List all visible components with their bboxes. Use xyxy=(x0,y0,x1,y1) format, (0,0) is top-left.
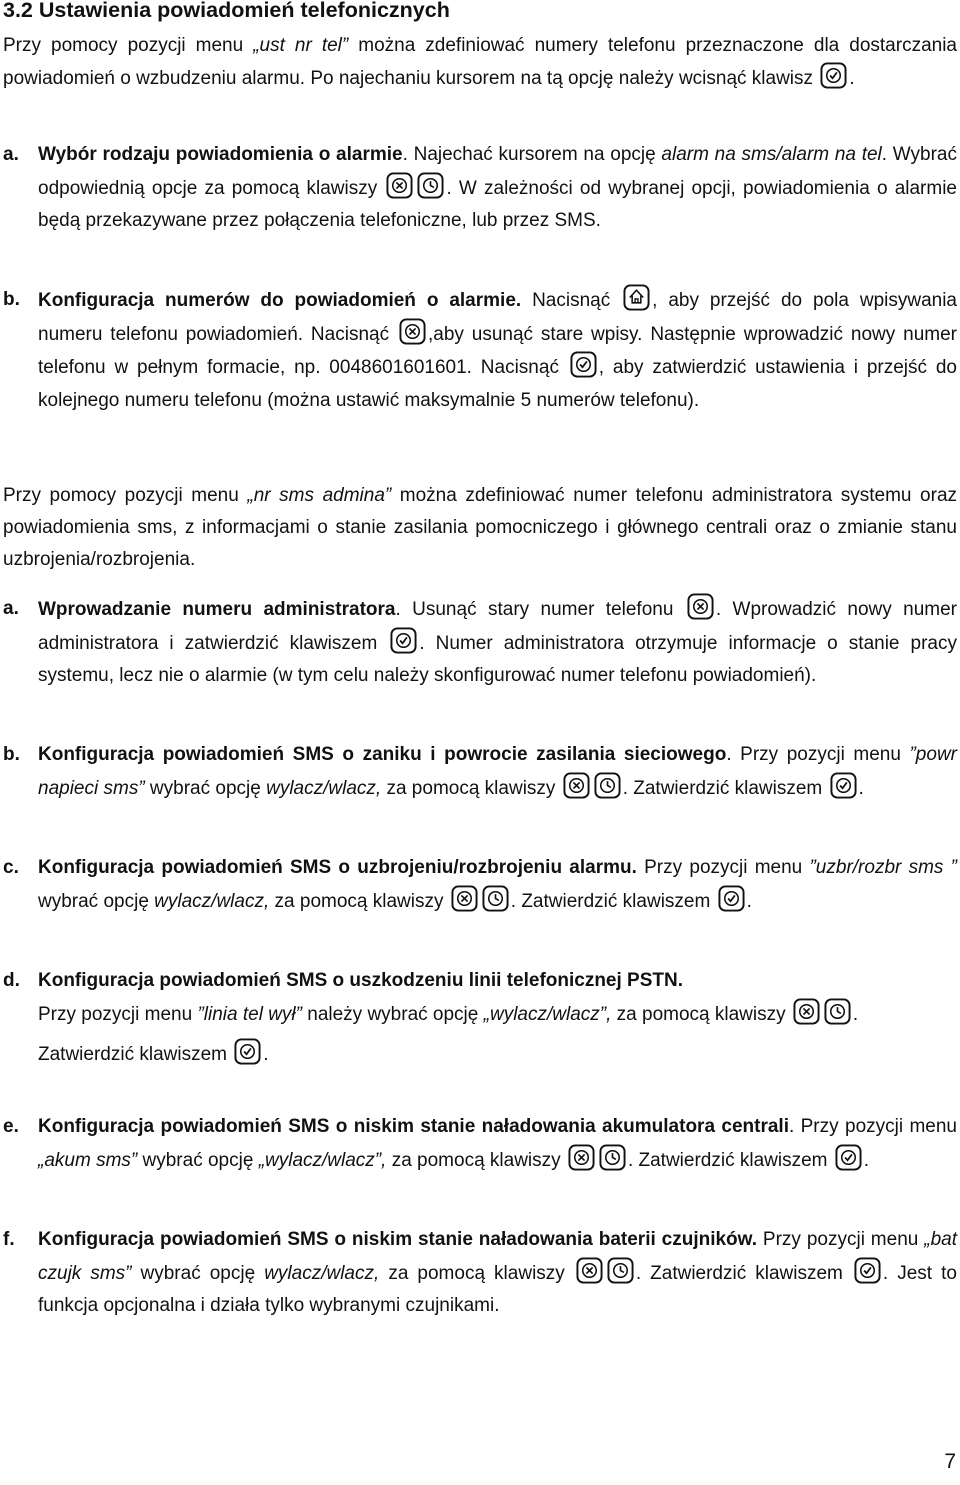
menu-name: „nr sms admina” xyxy=(247,485,392,506)
item-f-sensor-battery-sms: f. Konfiguracja powiadomień SMS o niskim stanie naładowania baterii czujników. Przy pozycji menu „bat czujk sms” wybrać opcję wylacz/wlacz, za pomocą klawiszy . Zatwierdzić klawiszem . Jest to funkcja opcjonalna i działa tylko wybranymi czujnikami. xyxy=(3,1224,957,1323)
item-d-pstn-sms: d. Konfiguracja powiadomień SMS o uszkodzeniu linii telefonicznej PSTN. Przy pozycji menu ”linia tel wył” należy wybrać opcję „wylacz/wlacz”, za pomocą klawiszy . Zatwierdzić klawiszem . xyxy=(3,965,957,1071)
x-key-icon xyxy=(793,998,820,1025)
x-key-icon xyxy=(576,1257,603,1284)
item-title: Konfiguracja numerów do powiadomień o alarmie. xyxy=(38,290,522,311)
item-label: d. xyxy=(3,970,20,991)
option-name: wylacz/wlacz, xyxy=(154,890,270,912)
section-heading: 3.2 Ustawienia powiadomień telefonicznych xyxy=(3,0,450,22)
item-title: Konfiguracja powiadomień SMS o niskim stanie naładowania akumulatora centrali xyxy=(38,1116,789,1137)
item-label: c. xyxy=(3,857,19,878)
item-title: Wybór rodzaju powiadomienia o alarmie xyxy=(38,144,403,165)
page-number: 7 xyxy=(944,1450,956,1473)
item-c-arm-sms: c. Konfiguracja powiadomień SMS o uzbrojeniu/rozbrojeniu alarmu. Przy pozycji menu ”uzbr/rozbr sms ” wybrać opcję wylacz/wlacz, za pomocą klawiszy . Zatwierdzić klawiszem . xyxy=(3,852,957,918)
x-key-icon xyxy=(563,772,590,799)
item-title: Konfiguracja powiadomień SMS o uzbrojeniu/rozbrojeniu alarmu. xyxy=(38,857,637,878)
check-key-icon xyxy=(835,1144,862,1171)
check-key-icon xyxy=(234,1038,261,1065)
admin-paragraph: Przy pomocy pozycji menu „nr sms admina” można zdefiniować numer telefonu administratora systemu oraz powiadomienia sms, z informacjami o stanie zasilania pomocniczego i głównego centrali oraz o zmianie stanu uzbrojenia/rozbrojenia. xyxy=(3,485,958,570)
item-label: f. xyxy=(3,1229,15,1250)
x-key-icon xyxy=(399,318,426,345)
item-b-power-sms: b. Konfiguracja powiadomień SMS o zaniku i powrocie zasilania sieciowego. Przy pozycji menu ”powr napieci sms” wybrać opcję wylacz/wlacz, za pomocą klawiszy . Zatwierdzić klawiszem . xyxy=(3,739,957,805)
item-title: Konfiguracja powiadomień SMS o zaniku i powrocie zasilania sieciowego xyxy=(38,744,727,765)
x-key-icon xyxy=(568,1144,595,1171)
item-label: a. xyxy=(3,598,19,619)
clock-key-icon xyxy=(482,885,509,912)
item-label: e. xyxy=(3,1116,19,1137)
item-a-alarm-type: a. Wybór rodzaju powiadomienia o alarmie. Najechać kursorem na opcję alarm na sms/alarm na tel. Wybrać odpowiednią opcje za pomocą klawiszy . W zależności od wybranej opcji, powiadomienia o alarmie będą przekazywane przez połączenia telefoniczne, lub przez SMS. xyxy=(3,139,957,238)
item-label: a. xyxy=(3,144,19,165)
home-key-icon xyxy=(623,284,650,311)
item-title: Konfiguracja powiadomień SMS o uszkodzeniu linii telefonicznej PSTN. xyxy=(38,970,684,991)
check-key-icon xyxy=(820,62,847,89)
check-key-icon xyxy=(390,627,417,654)
item-label: b. xyxy=(3,744,20,765)
option-name: wylacz/wlacz, xyxy=(266,777,382,799)
menu-name: ”linia tel wył” xyxy=(197,1003,302,1025)
clock-key-icon xyxy=(599,1144,626,1171)
clock-key-icon xyxy=(607,1257,634,1284)
item-title: Wprowadzanie numeru administratora xyxy=(38,599,396,620)
option-name: „wylacz/wlacz”, xyxy=(483,1003,612,1025)
menu-name: „akum sms” xyxy=(38,1149,138,1171)
item-a-admin-number: a. Wprowadzanie numeru administratora. Usunąć stary numer telefonu . Wprowadzić nowy numer administratora i zatwierdzić klawiszem . Numer administratora otrzymuje informacje o stanie pracy systemu, lecz nie o alarmie (w tym celu należy skonfigurować numer telefonu powiadomień). xyxy=(3,593,957,693)
menu-name: ”uzbr/rozbr sms ” xyxy=(809,857,957,878)
check-key-icon xyxy=(570,351,597,378)
option-name: alarm na sms/alarm na tel xyxy=(661,144,882,165)
option-name: „wylacz/wlacz”, xyxy=(258,1149,387,1171)
clock-key-icon xyxy=(594,772,621,799)
clock-key-icon xyxy=(824,998,851,1025)
x-key-icon xyxy=(687,593,714,620)
item-label: b. xyxy=(3,289,20,310)
item-b-notify-numbers: b. Konfiguracja numerów do powiadomień o alarmie. Nacisnąć , aby przejść do pola wpisywania numeru telefonu powiadomień. Nacisnąć ,aby usunąć stare wpisy. Następnie wprowadzić nowy numer telefonu w pełnym formacie, np. 0048601601601. Nacisnąć , aby zatwierdzić ustawienia i przejść do kolejnego numeru telefonu (można ustawić maksymalnie 5 numerów telefonu). xyxy=(3,284,957,417)
x-key-icon xyxy=(386,172,413,199)
item-title: Konfiguracja powiadomień SMS o niskim stanie naładowania baterii czujników. xyxy=(38,1229,758,1250)
check-key-icon xyxy=(830,772,857,799)
x-key-icon xyxy=(451,885,478,912)
clock-key-icon xyxy=(417,172,444,199)
check-key-icon xyxy=(854,1257,881,1284)
intro-paragraph: Przy pomocy pozycji menu „ust nr tel” można zdefiniować numery telefonu przeznaczone dla dostarczania powiadomień o wzbudzeniu alarmu. Po najechaniu kursorem na tą opcję należy wcisnąć klawisz . xyxy=(3,35,957,89)
menu-name: „ust nr tel” xyxy=(253,35,349,56)
check-key-icon xyxy=(718,885,745,912)
menu-name: ”powr napieci sms” xyxy=(38,744,957,799)
option-name: wylacz/wlacz, xyxy=(264,1262,380,1284)
item-e-battery-sms: e. Konfiguracja powiadomień SMS o niskim stanie naładowania akumulatora centrali. Przy pozycji menu „akum sms” wybrać opcję „wylacz/wlacz”, za pomocą klawiszy . Zatwierdzić klawiszem . xyxy=(3,1111,957,1177)
menu-name: „bat czujk sms” xyxy=(38,1229,957,1284)
